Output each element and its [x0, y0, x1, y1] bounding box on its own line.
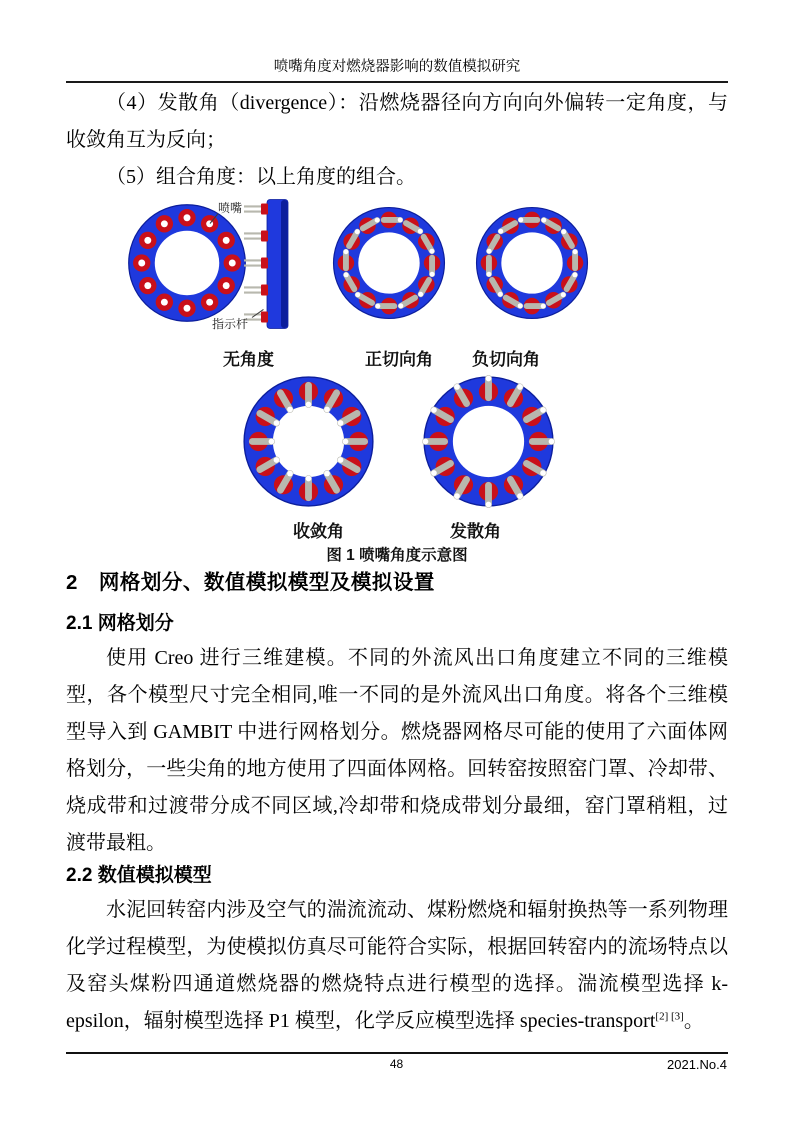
subfig-label-positive-tangential: 正切向角 — [365, 350, 433, 369]
section-2-1-body: 使用 Creo 进行三维建模。不同的外流风出口角度建立不同的三维模型，各个模型尺寸完全相同,唯一不同的是外流风出口角度。将各个三维模型导入到 GAMBIT 中进行网格划分。燃烧器网格尽可能的使用了六面体网格划分，一些尖角的地方使用了四面体网格。回转窑按照窑门罩、冷却带、烧成带和过渡带分成不同区域,冷却带和烧成带划分最细，窑门罩稍粗，过渡带最粗。 — [66, 647, 728, 854]
section-2-2-heading: 2.2 数值模拟模型 — [66, 865, 212, 886]
burner-ring-convergence — [240, 373, 377, 510]
page-number: 48 — [389, 1057, 404, 1071]
header-rule — [66, 81, 728, 83]
paragraph-item4: （4）发散角（divergence）：沿燃烧器径向方向向外偏转一定角度，与收敛角互为反向； — [66, 92, 728, 151]
paragraph-item5: （5）组合角度：以上角度的组合。 — [106, 166, 416, 188]
burner-side-view — [243, 199, 289, 329]
subfig-label-convergence: 收敛角 — [293, 522, 344, 541]
burner-ring-no-angle — [125, 201, 249, 325]
journal-issue: 2021.No.4 — [667, 1057, 727, 1072]
section-2-2-body — [66, 892, 728, 1040]
figure-1 — [66, 196, 728, 564]
citation-superscript: [2] [3] — [655, 1010, 684, 1023]
indicator-rod-annotation: 指示杆 — [212, 317, 249, 331]
section-2-1-heading: 2.1 网格划分 — [66, 613, 174, 634]
section-2-2-tail: 。 — [683, 1010, 704, 1032]
footer-rule — [66, 1052, 728, 1054]
figure-caption: 图 1 喷嘴角度示意图 — [326, 547, 468, 564]
burner-ring-divergence — [420, 373, 557, 510]
page-content — [66, 0, 728, 1040]
burner-ring-positive-tangential — [330, 201, 448, 325]
nozzle-annotation: 喷嘴 — [218, 201, 243, 215]
subfig-label-negative-tangential: 负切向角 — [472, 350, 540, 369]
subfig-label-divergence: 发散角 — [450, 522, 501, 541]
section-2-2-text: 水泥回转窑内涉及空气的湍流流动、煤粉燃烧和辐射换热等一系列物理化学过程模型，为使模拟仿真尽可能符合实际，根据回转窑内的流场特点以及窑头煤粉四通道燃烧器的燃烧特点进行模型的选择。湍流模型选择 k-epsilon，辐射模型选择 P1 模型，化学反应模型选择 species-transport — [66, 899, 728, 1032]
running-header-title: 喷嘴角度对燃烧器影响的数值模拟研究 — [273, 59, 521, 75]
burner-ring-negative-tangential — [473, 201, 591, 325]
section-2-heading: 2 网格划分、数值模拟模型及模拟设置 — [66, 571, 435, 594]
subfig-label-no-angle: 无角度 — [223, 350, 274, 369]
